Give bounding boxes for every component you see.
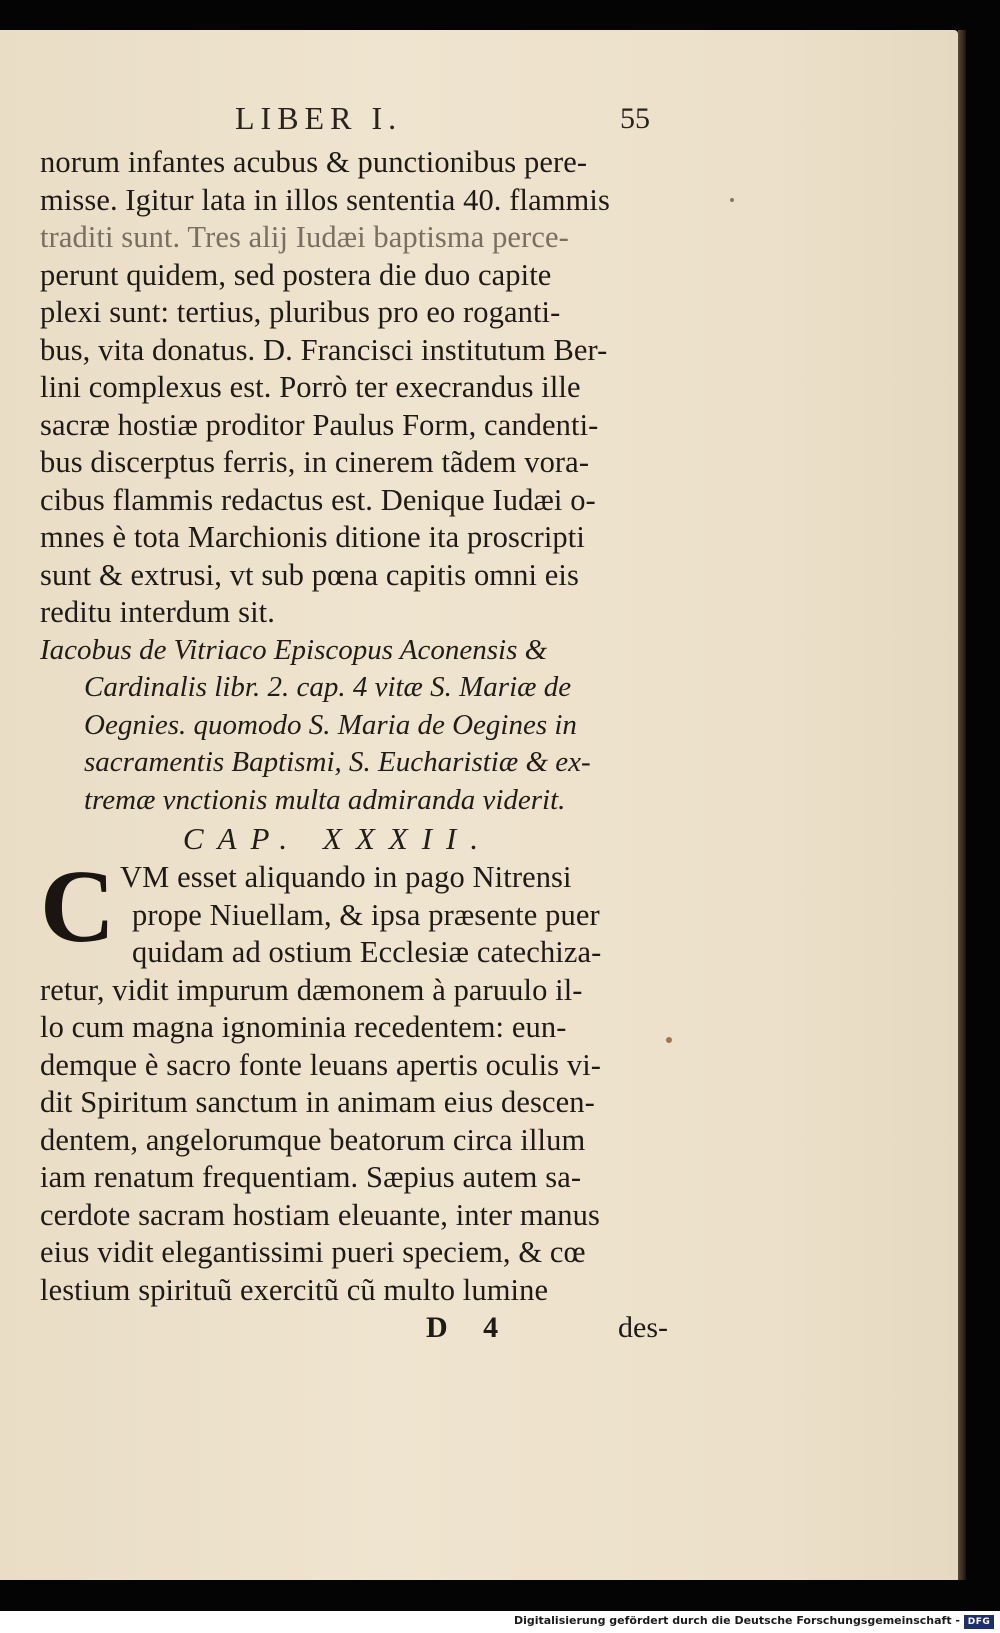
text-line: lini complexus est. Porrò ter execrandus ille	[40, 370, 581, 404]
heading-line: sacramentis Baptismi, S. Eucharistiæ & ex-	[84, 746, 591, 778]
chapter-body	[40, 849, 705, 1309]
chapter-title: CAP. XXXII.	[182, 821, 493, 856]
text-line: sunt & extrusi, vt sub pœna capitis omni eis	[40, 557, 579, 592]
text-line: bus, vita donatus. D. Francisci institutum Ber-	[40, 332, 608, 367]
catchword: des-	[618, 1311, 668, 1344]
running-head	[40, 100, 705, 144]
drop-initial: C	[40, 849, 116, 964]
footer-bar	[0, 1611, 1000, 1633]
text-line: cibus flammis redactus est. Denique Iudæi o-	[40, 482, 596, 517]
page-edge	[958, 30, 966, 1580]
signature-mark: D 4	[426, 1311, 513, 1344]
body-line: lo cum magna ignominia recedentem: eun-	[40, 1010, 567, 1044]
paragraph-continued	[40, 144, 705, 632]
body-line: VM esset aliquando in pago Nitrensi	[120, 860, 572, 894]
heading-line: Cardinalis libr. 2. cap. 4 vitæ S. Mariæ de	[84, 671, 572, 703]
page-foot	[40, 1309, 705, 1353]
text-line: traditi sunt. Tres alij Iudæi baptisma perce-	[40, 220, 569, 254]
page-number: 55	[620, 102, 650, 135]
dfg-logo: DFG	[964, 1615, 994, 1629]
body-line: dentem, angelorumque beatorum circa illum	[40, 1122, 586, 1157]
text-line: plexi sunt: tertius, pluribus pro eo roganti-	[40, 295, 561, 329]
heading-line: Oegnies. quomodo S. Maria de Oegines in	[84, 708, 577, 741]
ink-speck	[730, 198, 734, 202]
text-line: misse. Igitur lata in illos sententia 40. flammis	[40, 182, 610, 217]
text-line: norum infantes acubus & punctionibus pere-	[40, 145, 588, 179]
body-line: eius vidit elegantissimi pueri speciem, & cœ	[40, 1235, 586, 1269]
funding-credit: Digitalisierung gefördert durch die Deutsche Forschungsgemeinschaft -	[513, 1614, 960, 1627]
text-block	[40, 100, 705, 1353]
text-line: perunt quidem, sed postera die duo capite	[40, 257, 552, 292]
body-line: iam renatum frequentiam. Sæpius autem sa-	[40, 1160, 582, 1194]
body-line: prope Niuellam, & ipsa præsente puer	[132, 897, 600, 932]
chapter-heading	[40, 632, 705, 820]
text-line: mnes è tota Marchionis ditione ita proscripti	[40, 520, 585, 554]
body-line: demque è sacro fonte leuans apertis oculis vi-	[40, 1047, 602, 1082]
body-line: quidam ad ostium Ecclesiæ catechiza-	[132, 935, 602, 969]
text-line: bus discerptus ferris, in cinerem tãdem vora-	[40, 445, 590, 479]
body-line: retur, vidit impurum dæmonem à paruulo il-	[40, 972, 583, 1007]
heading-line: Iacobus de Vitriaco Episcopus Aconensis &	[40, 633, 548, 666]
heading-line: tremæ vnctionis multa admiranda viderit.	[84, 783, 566, 816]
running-title: LIBER I.	[235, 100, 403, 136]
text-line: reditu interdum sit.	[40, 595, 275, 629]
body-line: dit Spiritum sanctum in animam eius descen-	[40, 1085, 595, 1119]
body-line: lestium spirituũ exercitũ cũ multo lumine	[40, 1272, 549, 1307]
text-line: sacræ hostiæ proditor Paulus Form, candenti-	[40, 407, 599, 442]
body-line: cerdote sacram hostiam eleuante, inter manus	[40, 1197, 600, 1232]
